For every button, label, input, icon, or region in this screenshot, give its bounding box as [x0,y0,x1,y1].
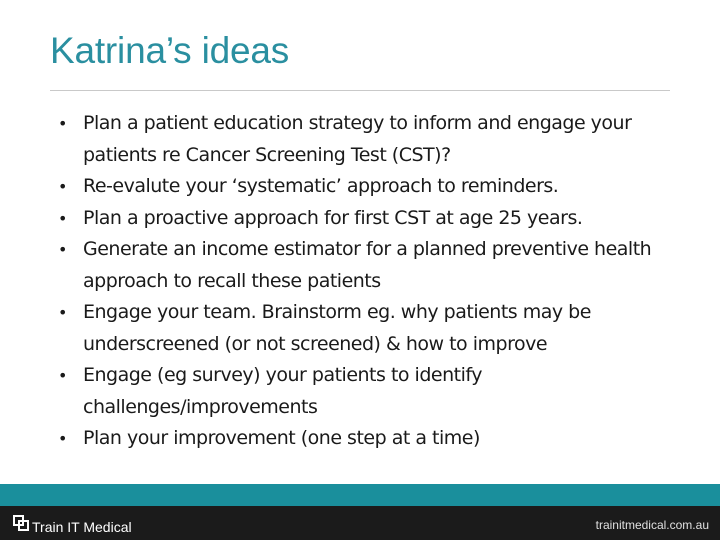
footer-brand: Train IT Medical [32,519,132,535]
bullet-item [58,203,683,235]
bullet-text: Engage (eg survey) your patients to identify challenges/improvements [83,364,482,418]
bullet-text: Plan a patient education strategy to inform and engage your patients re Cancer Screening Test (CST)? [83,112,632,166]
bullet-dot: • [58,177,67,196]
bullet-text: Re-evalute your ‘systematic’ approach to reminders. [83,175,559,197]
footer-bar [0,506,720,540]
bullet-text: Plan your improvement (one step at a time) [83,427,480,449]
bullet-item [58,423,683,455]
bullet-text: Plan a proactive approach for first CST at age 25 years. [83,206,583,229]
bullet-dot: • [58,429,67,448]
bullet-dot: • [58,240,67,259]
bullet-dot: • [58,366,67,385]
bullet-list [58,108,683,455]
footer-url: trainitmedical.com.au [595,518,709,532]
title-divider [50,90,670,91]
bullet-item [58,297,683,360]
footer-accent-band [0,484,720,506]
bullet-text: Engage your team. Brainstorm eg. why patients may be underscreened (or not screened) & how to improve [83,301,591,355]
bullet-item [58,234,683,297]
train-it-medical-logo-icon [13,515,29,531]
bullet-item [58,171,683,203]
bullet-text: Generate an income estimator for a planned preventive health approach to recall these patients [83,238,652,292]
bullet-item [58,108,683,171]
slide-title: Katrina’s ideas [50,30,290,71]
bullet-item [58,360,683,423]
bullet-dot: • [58,114,67,133]
bullet-dot: • [58,208,67,228]
bullet-dot: • [58,303,67,322]
footer-logo [13,512,132,534]
